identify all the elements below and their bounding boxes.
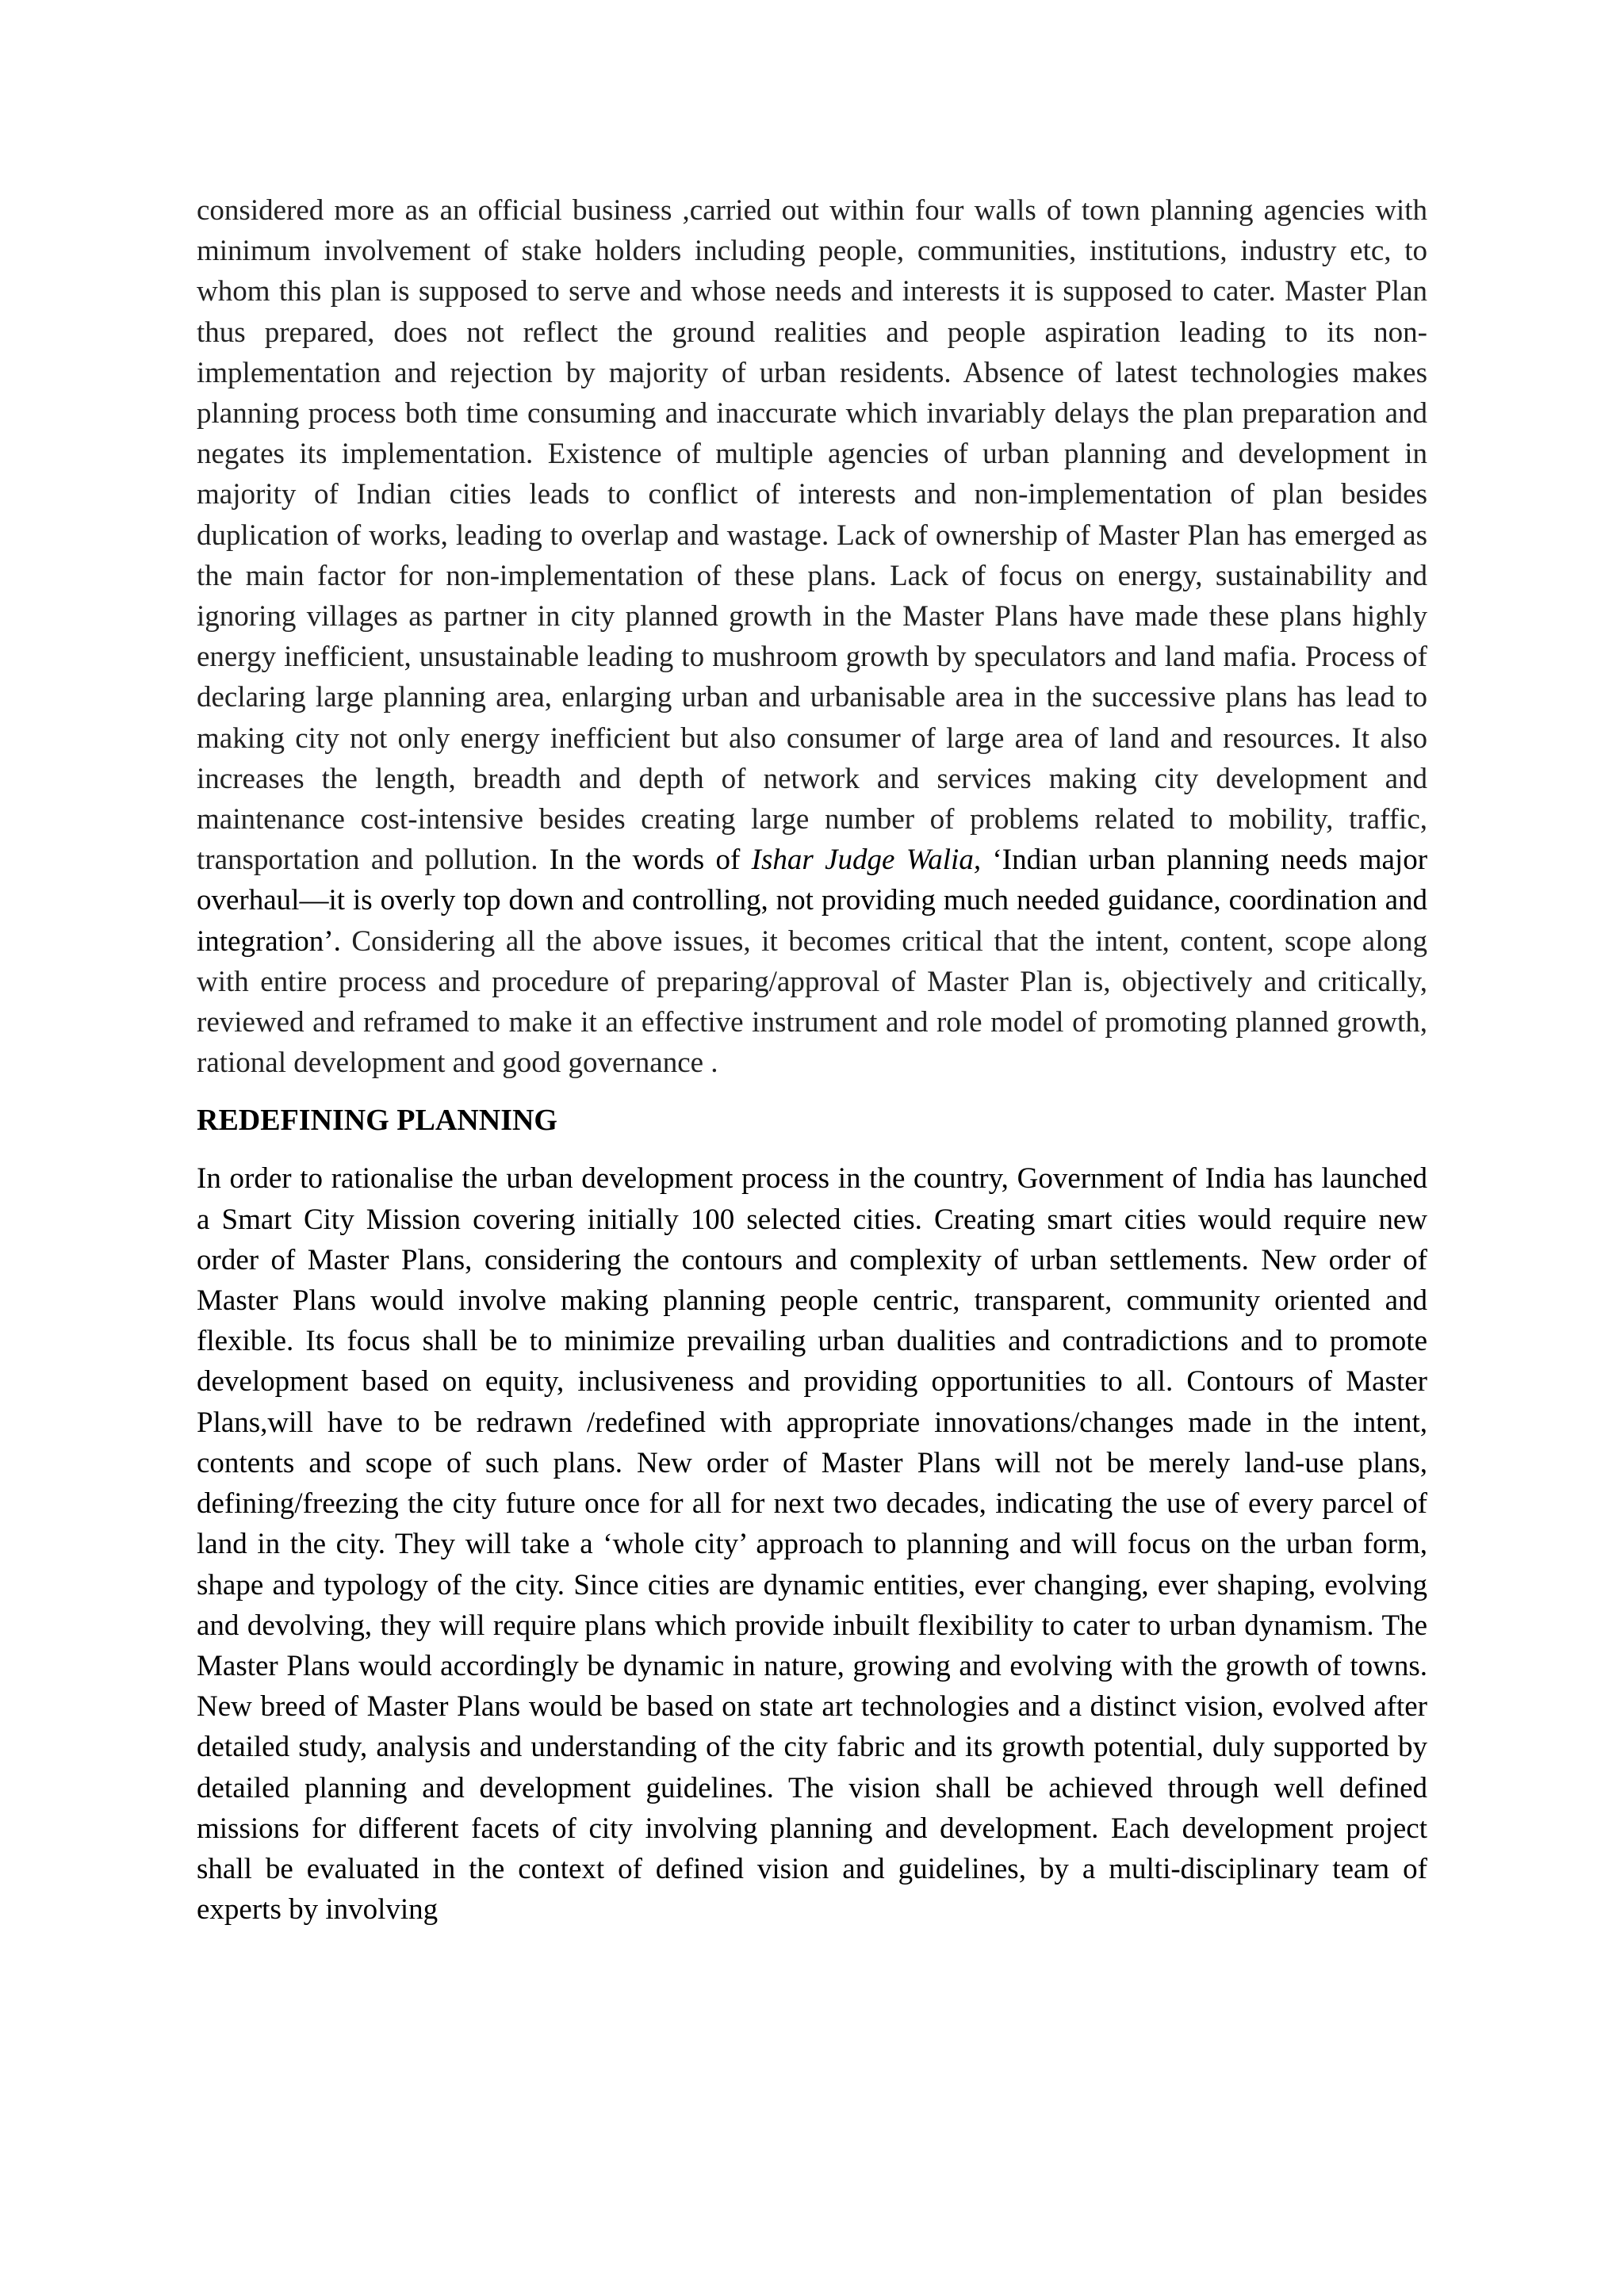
- quotation: ‘Indian urban planning needs major overhaul—it is overly top down and controlling, not providing much needed guidance, coordination and integration’.: [197, 844, 1428, 958]
- paragraph-redefining-planning: In order to rationalise the urban development process in the country, Government of India has launched a Smart City Mission covering initially 100 selected cities. Creating smart cities would require new order of Master Plans, considering the contours and complexity of urban settlements. New order of Master Plans would involve making planning people centric, transparent, community oriented and flexible. Its focus shall be to minimize prevailing urban dualities and contradictions and to promote development based on equity, inclusiveness and providing opportunities to all. Contours of Master Plans,will have to be redrawn /redefined with appropriate innovations/changes made in the intent, contents and scope of such plans. New order of Master Plans will not be merely land-use plans, defining/freezing the city future once for all for next two decades, indicating the use of every parcel of land in the city. They will take a ‘whole city’ approach to planning and will focus on the urban form, shape and typology of the city. Since cities are dynamic entities, ever changing, ever shaping, evolving and devolving, they will require plans which provide inbuilt flexibility to cater to urban dynamism. The Master Plans would accordingly be dynamic in nature, growing and evolving with the growth of towns. New breed of Master Plans would be based on state art technologies and a distinct vision, evolved after detailed study, analysis and understanding of the city fabric and its growth potential, duly supported by detailed planning and development guidelines. The vision shall be achieved through well defined missions for different facets of city involving planning and development. Each development project shall be evaluated in the context of defined vision and guidelines, by a multi-disciplinary team of experts by involving: [197, 1162, 1427, 1927]
- section-heading: REDEFINING PLANNING: [197, 1104, 557, 1138]
- document-page: [197, 190, 1427, 1930]
- paragraph-text: Considering all the above issues, it becomes critical that the intent, content, scope along with entire process and procedure of preparing/approval of Master Plan is, objectively and critically, reviewed and reframed to make it an effective instrument and role model of promoting planned growth, rational development and good governance .: [197, 924, 1427, 1080]
- quote-author: Ishar Judge Walia,: [751, 844, 982, 877]
- paragraph-text: In the words of: [549, 844, 741, 877]
- paragraph-master-plan-issues: [197, 190, 1427, 1083]
- paragraph-text: considered more as an official business ,carried out within four walls of town planning agencies with minimum involvement of stake holders including people, communities, institutions, industry etc, to whom this plan is supposed to serve and whose needs and interests it is supposed to cater. Master Plan thus prepared, does not reflect the ground realities and people aspiration leading to its non- implementation and rejection by majority of urban residents. Absence of latest technologies makes planning process both time consuming and inaccurate which invariably delays the plan preparation and negates its implementation. Existence of multiple agencies of urban planning and development in majority of Indian cities leads to conflict of interests and non-implementation of plan besides duplication of works, leading to overlap and wastage. Lack of ownership of Master Plan has emerged as the main factor for non-implementation of these plans. Lack of focus on energy, sustainability and ignoring villages as partner in city planned growth in the Master Plans have made these plans highly energy inefficient, unsustainable leading to mushroom growth by speculators and land mafia. Process of declaring large planning area, enlarging urban and urbanisable area in the successive plans has lead to making city not only energy inefficient but also consumer of large area of land and resources. It also increases the length, breadth and depth of network and services making city development and maintenance cost-intensive besides creating large number of problems related to mobility, traffic, transportation and pollution.: [197, 194, 1427, 877]
